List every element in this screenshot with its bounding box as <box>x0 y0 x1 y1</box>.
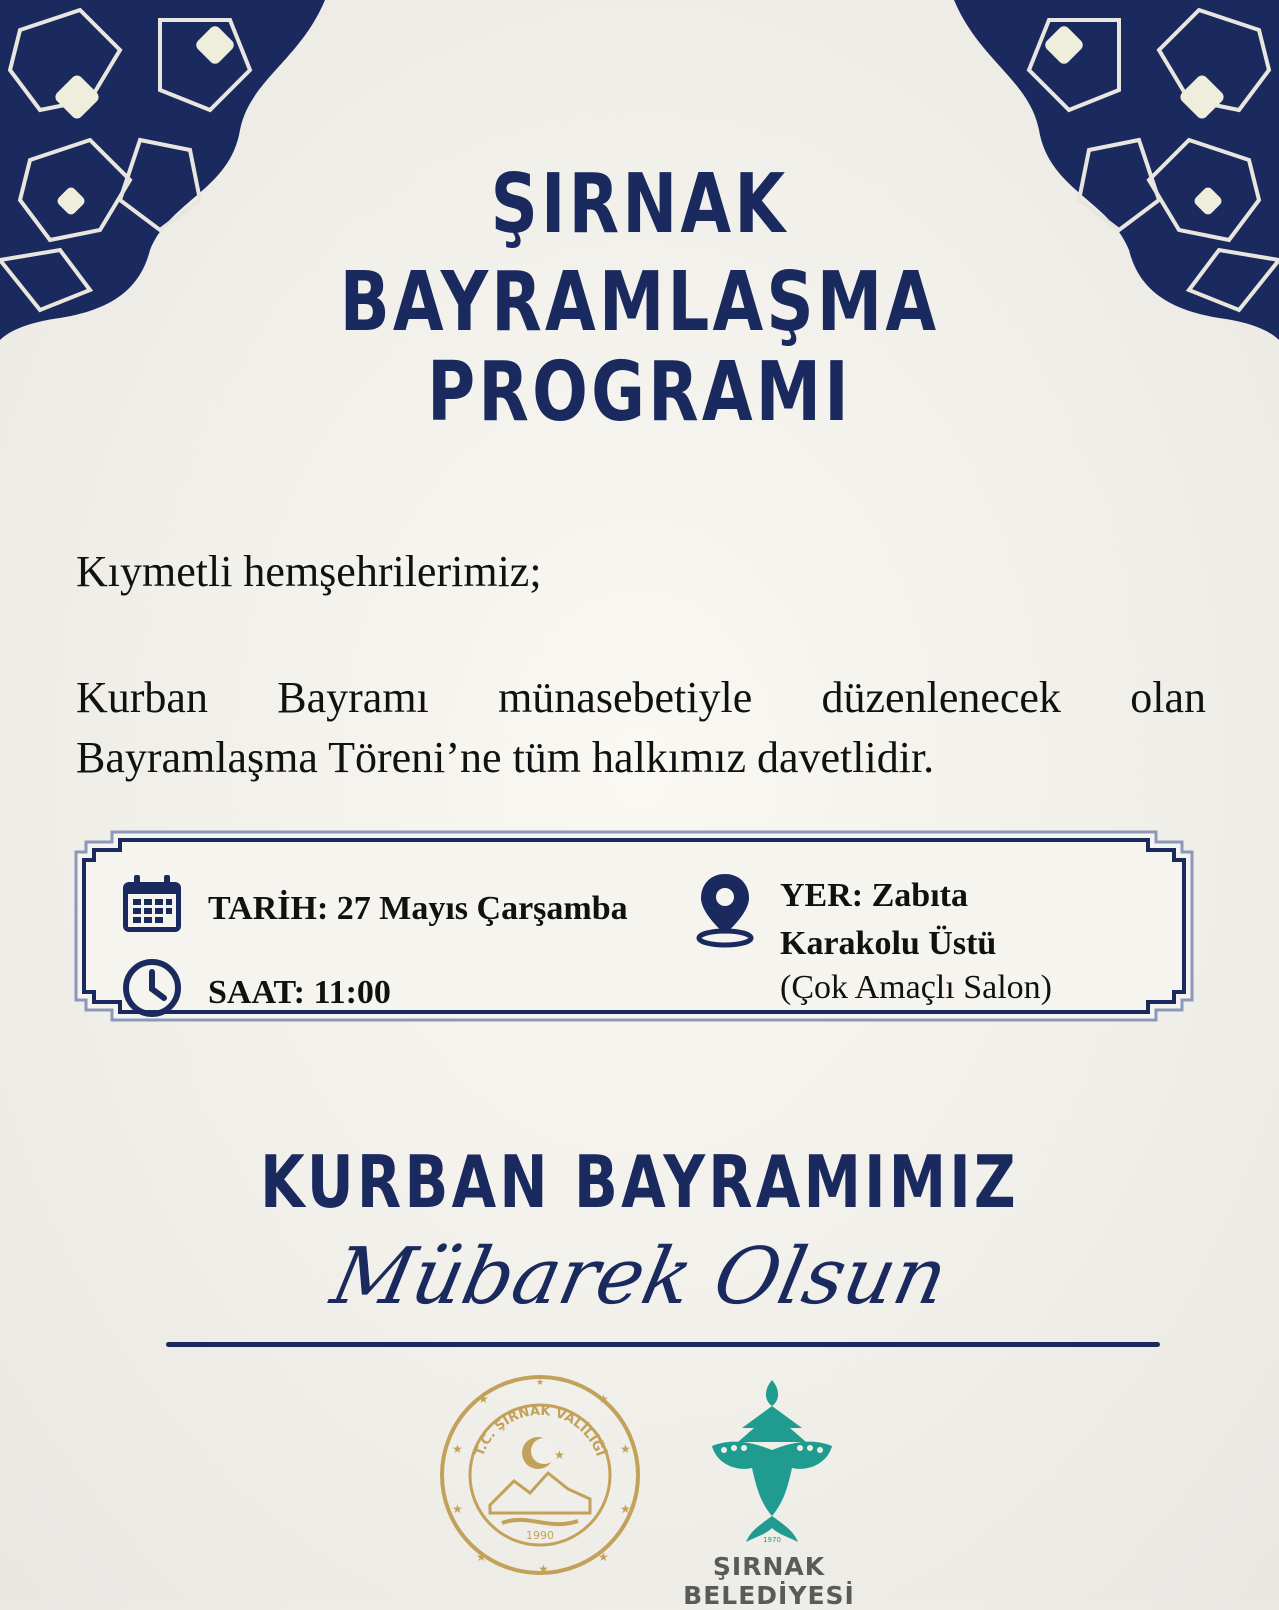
time-text: SAAT: 11:00 <box>208 973 391 1011</box>
clock-icon <box>120 958 184 1027</box>
seal-text: T.C. ŞIRNAK VALİLİĞİ <box>472 1403 608 1459</box>
date-row <box>120 874 628 943</box>
page-title-line2: BAYRAMLAŞMA PROGRAMI <box>339 255 940 440</box>
svg-text:★: ★ <box>620 1502 631 1516</box>
eid-script-text: Mübarek Olsun <box>324 1232 955 1322</box>
eid-title: KURBAN BAYRAMIMIZ <box>260 1140 1019 1224</box>
svg-text:★: ★ <box>598 1392 609 1406</box>
svg-text:★: ★ <box>476 1550 487 1564</box>
page-title-line1: ŞIRNAK <box>490 157 789 252</box>
svg-text:★: ★ <box>554 1448 565 1462</box>
svg-text:★: ★ <box>538 1562 549 1576</box>
map-pin-icon <box>696 872 754 953</box>
governorship-seal-icon <box>438 1373 642 1577</box>
calendar-icon <box>120 874 184 943</box>
municipality-logo-icon <box>702 1376 842 1546</box>
svg-text:★: ★ <box>620 1442 631 1456</box>
svg-text:★: ★ <box>452 1502 463 1516</box>
location-row <box>696 872 1052 1008</box>
municipality-name: ŞIRNAK BELEDİYESİ <box>683 1552 855 1610</box>
seal-year: 1990 <box>526 1529 554 1542</box>
location-line2: Karakolu Üstü <box>780 925 997 962</box>
svg-text:★: ★ <box>478 1392 489 1406</box>
svg-text:★: ★ <box>452 1442 463 1456</box>
municipality-year: 1970 <box>763 1536 781 1544</box>
svg-text:★: ★ <box>535 1378 545 1388</box>
invitation-text: Kurban Bayramı münasebetiyle düzenlenecek olan Bayramlaşma Töreni’ne tüm halkımız davetlidir. <box>76 673 1206 782</box>
location-line1: YER: Zabıta <box>780 877 968 914</box>
svg-text:★: ★ <box>598 1550 609 1564</box>
greeting-text: Kıymetli hemşehrilerimiz; <box>76 547 542 596</box>
date-text: TARİH: 27 Mayıs Çarşamba <box>208 889 628 927</box>
location-line3: (Çok Amaçlı Salon) <box>780 969 1052 1006</box>
time-row <box>120 958 391 1027</box>
divider-line <box>166 1342 1160 1347</box>
